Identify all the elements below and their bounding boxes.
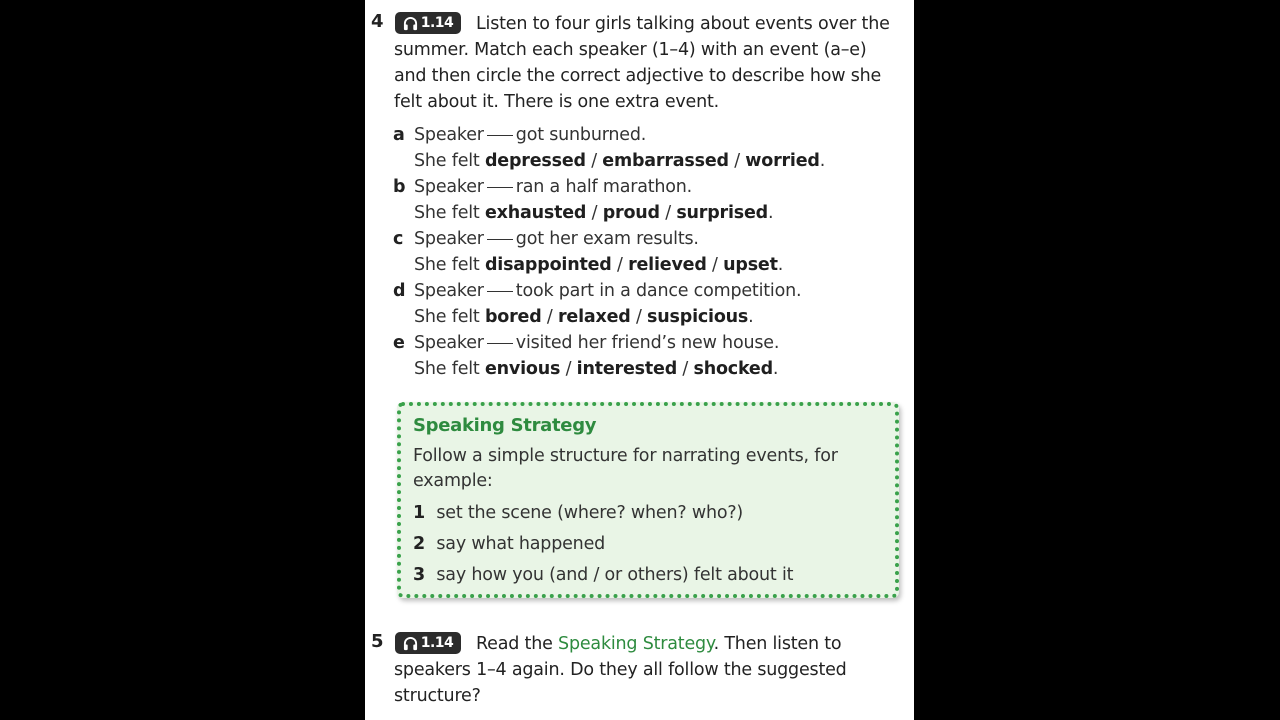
speaker-label: Speaker bbox=[414, 229, 484, 249]
adjective-option[interactable]: suspicious bbox=[647, 307, 749, 327]
strategy-step bbox=[413, 532, 605, 557]
feeling-line: She felt envious / interested / shocked. bbox=[414, 359, 779, 379]
adjective-option[interactable]: upset bbox=[723, 255, 778, 275]
strategy-step bbox=[413, 563, 793, 588]
strategy-reference: Speaking Strategy bbox=[558, 634, 714, 654]
speaker-label: Speaker bbox=[414, 281, 484, 301]
instruction-text: . Then listen to speakers 1–4 again. Do they all follow the suggested structure? bbox=[394, 634, 847, 706]
felt-label: She felt bbox=[414, 203, 480, 223]
felt-label: She felt bbox=[414, 307, 480, 327]
list-item bbox=[387, 278, 867, 330]
step-number: 1 bbox=[413, 503, 425, 523]
adjective-option[interactable]: worried bbox=[745, 151, 820, 171]
step-number: 3 bbox=[413, 565, 425, 585]
adjective-option[interactable]: surprised bbox=[676, 203, 768, 223]
adjective-option[interactable]: relieved bbox=[628, 255, 707, 275]
adjective-option[interactable]: embarrassed bbox=[602, 151, 729, 171]
list-item bbox=[387, 330, 867, 382]
textbook-page bbox=[365, 0, 914, 720]
item-letter: c bbox=[393, 229, 404, 249]
felt-label: She felt bbox=[414, 151, 480, 171]
item-letter: a bbox=[393, 125, 405, 145]
adjective-option[interactable]: bored bbox=[484, 307, 542, 327]
item-letter: e bbox=[393, 333, 405, 353]
strategy-step bbox=[413, 501, 743, 526]
adjective-option[interactable]: exhausted bbox=[484, 203, 587, 223]
felt-label: She felt bbox=[414, 359, 480, 379]
adjective-option[interactable]: interested bbox=[576, 359, 678, 379]
event-text: ran a half marathon. bbox=[515, 177, 693, 197]
adjective-option[interactable]: proud bbox=[602, 203, 660, 223]
answer-blank[interactable] bbox=[487, 291, 513, 292]
event-text: got sunburned. bbox=[515, 125, 647, 145]
audio-track-label: 1.14 bbox=[420, 635, 454, 651]
task-number: 5 bbox=[371, 631, 384, 652]
adjective-option[interactable]: shocked bbox=[693, 359, 773, 379]
event-line bbox=[414, 330, 779, 356]
step-text: say how you (and / or others) felt about it bbox=[436, 565, 794, 585]
strategy-title: Speaking Strategy bbox=[413, 415, 597, 436]
event-line bbox=[414, 278, 801, 304]
speaker-label: Speaker bbox=[414, 125, 484, 145]
task-instruction: Listen to four girls talking about events over the summer. Match each speaker (1–4) with an event (a–e) and then circle the correct adjective to describe how she felt about it. There is one extra event. bbox=[394, 14, 890, 112]
feeling-line: She felt depressed / embarrassed / worried. bbox=[414, 151, 826, 171]
instruction-text: Read the bbox=[476, 634, 559, 654]
event-text: visited her friend’s new house. bbox=[515, 333, 780, 353]
feeling-line: She felt bored / relaxed / suspicious. bbox=[414, 307, 754, 327]
step-text: say what happened bbox=[436, 534, 606, 554]
answer-blank[interactable] bbox=[487, 343, 513, 344]
audio-track-label: 1.14 bbox=[420, 15, 454, 31]
adjective-option[interactable]: envious bbox=[484, 359, 561, 379]
speaking-strategy-box bbox=[397, 402, 899, 598]
answer-blank[interactable] bbox=[487, 187, 513, 188]
task-number: 4 bbox=[371, 11, 384, 32]
list-item bbox=[387, 174, 867, 226]
step-text: set the scene (where? when? who?) bbox=[436, 503, 744, 523]
adjective-option[interactable]: relaxed bbox=[558, 307, 631, 327]
answer-blank[interactable] bbox=[487, 239, 513, 240]
event-text: got her exam results. bbox=[515, 229, 699, 249]
answer-blank[interactable] bbox=[487, 135, 513, 136]
adjective-option[interactable]: depressed bbox=[484, 151, 586, 171]
strategy-intro: Follow a simple structure for narrating events, for example: bbox=[413, 446, 838, 491]
adjective-option[interactable]: disappointed bbox=[484, 255, 612, 275]
list-item bbox=[387, 226, 867, 278]
event-text: took part in a dance competition. bbox=[515, 281, 802, 301]
event-list bbox=[387, 122, 867, 382]
item-letter: d bbox=[393, 281, 406, 301]
event-line bbox=[414, 122, 646, 148]
event-line bbox=[414, 174, 692, 200]
felt-label: She felt bbox=[414, 255, 480, 275]
event-line bbox=[414, 226, 699, 252]
step-number: 2 bbox=[413, 534, 425, 554]
speaker-label: Speaker bbox=[414, 177, 484, 197]
speaker-label: Speaker bbox=[414, 333, 484, 353]
list-item bbox=[387, 122, 867, 174]
task-instruction bbox=[394, 631, 904, 709]
item-letter: b bbox=[393, 177, 406, 197]
feeling-line: She felt exhausted / proud / surprised. bbox=[414, 203, 774, 223]
feeling-line: She felt disappointed / relieved / upset. bbox=[414, 255, 784, 275]
